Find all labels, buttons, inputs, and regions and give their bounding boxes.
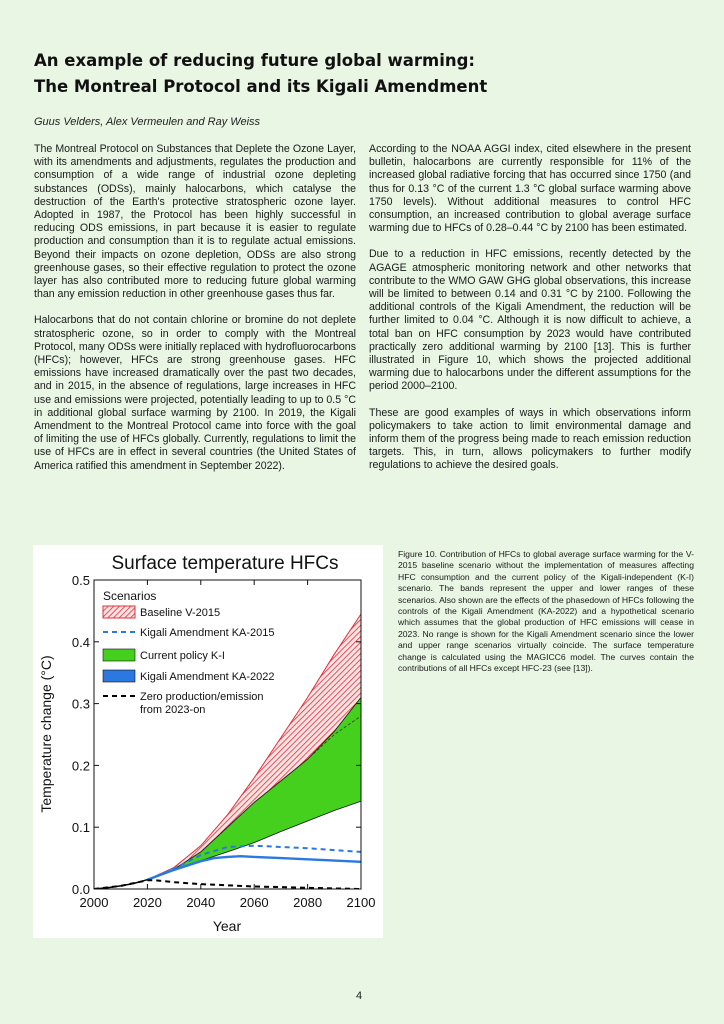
y-tick-label: 0.4 [71,634,90,650]
x-tick-label: 2000 [79,895,109,910]
y-tick-label: 0.3 [71,696,90,712]
y-tick-label: 0.0 [71,882,90,897]
legend-label-baseline: Baseline V-2015 [140,607,221,619]
legend-label-zero-line-2: from 2023-on [140,704,206,716]
y-axis-label: Temperature change (°C) [38,655,54,813]
x-tick-label: 2100 [346,895,376,910]
paragraph: The Montreal Protocol on Substances that Deplete the Ozone Layer, with its amendments and adjustments, regulates the production and consumption of a wide range of industrial ozone depleting substances (ODSs), mainly halocarbons, which catalyse the destruction of the Earth's protective stratospheric ozone layer. Adopted in 1987, the Protocol has been highly successful in reducing ODS emissions, in part because it is easier to regulate production and consumption than it is to regulate actual emissions. Beyond their impacts on ozone depletion, ODSs are also strong greenhouse gases, so their effective regulation to protect the ozone layer has also contributed more to reducing future global warming than any emission reduction in other greenhouse gases thus far. [34,143,356,301]
legend-swatch-current-policy [103,649,135,661]
x-axis-label: Year [212,918,242,934]
legend-swatch-baseline [103,606,135,618]
figure-10 [33,545,383,938]
x-tick-label: 2020 [132,895,162,910]
left-column [34,143,356,486]
legend-label-ka2022: Kigali Amendment KA-2022 [140,671,275,683]
right-column [369,143,691,486]
legend-title: Scenarios [103,589,157,603]
y-tick-label: 0.2 [71,758,90,774]
author-list: Guus Velders, Alex Vermeulen and Ray Weiss [34,116,261,128]
paragraph: According to the NOAA AGGI index, cited elsewhere in the present bulletin, halocarbons are currently responsible for 11% of the increased global radiative forcing that has occurred since 1750 (and thus for 0.13 °C of the current 1.3 °C global surface warming above 1750 levels). Without additional measures to control HFC consumption, an increased contribution to global average surface warming due to HFCs of 0.28–0.44 °C by 2100 has been estimated. [369,143,691,235]
paragraph: Due to a reduction in HFC emissions, recently detected by the AGAGE atmospheric monitoring network and other networks that contribute to the WMO GAW GHG global observations, this increase will be limited to between 0.14 and 0.31 °C by 2100. Following the additional controls of the Kigali Amendment, the reduction will be further limited to 0.04 °C. Although it is now difficult to achieve, a total ban on HFC consumption by 2023 would have contributed practically zero additional warming by 2100 [13]. This is further illustrated in Figure 10, which shows the projected additional warming due to halocarbons under the different assumptions for the period 2000–2100. [369,248,691,393]
y-tick-label: 0.5 [71,573,90,588]
x-tick-label: 2080 [293,895,323,910]
page-number: 4 [356,990,363,1002]
series-zero-production-line [94,880,361,889]
title-line-2: The Montreal Protocol and its Kigali Amendment [34,77,488,96]
title-line-1: An example of reducing future global warming: [34,51,476,70]
legend [103,589,275,716]
y-tick-label: 0.1 [71,820,90,836]
figure-caption: Figure 10. Contribution of HFCs to global average surface warming for the V-2015 baseline scenario without the implementation of measures affecting HFC consumption and the current policy of the Kigali-independent (K-I) scenario. The bands represent the upper and lower ranges of these scenarios. Also shown are the effects of the phasedown of HFCs following the controls of the Kigali Amendment (KA-2022) and a hypothetical scenario which assumes that the global production of HFC emissions will cease in 2023. No range is shown for the Kigali Amendment scenario since the lower and upper range scenarios virtually coincide. The surface temperature change is calculated using the MAGICC6 model. The curves contain the contributions of all HFCs except HFC-23 (see [13]). [398,549,695,674]
legend-label-zero-line-1: Zero production/emission [140,691,264,703]
x-tick-label: 2060 [239,895,269,910]
temperature-chart [33,545,383,938]
x-tick-label: 2040 [186,895,216,910]
paragraph: These are good examples of ways in which observations inform policymakers to take action to limit environmental damage and inform them of the progress being made to reach emission reduction targets. This, in turn, allows policymakers to further modify regulations to achieve the desired goals. [369,406,691,472]
legend-label-ka2015: Kigali Amendment KA-2015 [140,627,275,639]
legend-label-current-policy: Current policy K-I [140,650,225,662]
chart-title: Surface temperature HFCs [111,553,339,574]
paragraph: Halocarbons that do not contain chlorine or bromine do not deplete stratospheric ozone, so in order to comply with the Montreal Protocol, many ODSs were initially replaced with hydrofluorocarbons (HFCs); however, HFCs are strong greenhouse gases. HFC emissions have increased dramatically over the past two decades, and in 2015, in the absence of regulations, large increases in HFC use and emissions were projected, potentially leading to up to 0.5 °C in additional global surface warming by 2100. In 2019, the Kigali Amendment to the Montreal Protocol came into force with the goal of limiting the use of HFCs globally. Currently, regulations to limit the use of HFCs are in effect in several countries (the United States of America ratified this amendment in September 2022). [34,314,356,472]
series-ka2022-line [147,856,361,880]
legend-swatch-ka2022 [103,670,135,682]
article-title [34,48,694,100]
